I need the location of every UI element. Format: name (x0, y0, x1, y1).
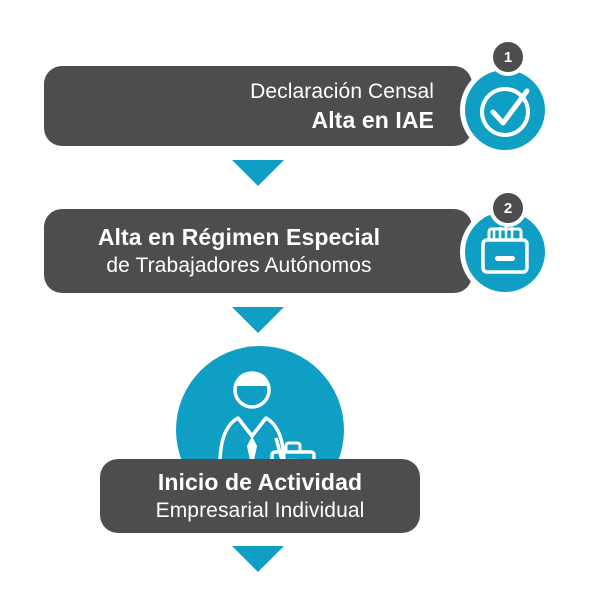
step-1-line-1: Declaración Censal (250, 79, 434, 103)
check-circle-icon (465, 70, 545, 150)
step-2-line-1: Alta en Régimen Especial (97, 223, 381, 250)
arrow-step2-to-step3 (232, 307, 284, 333)
step-1-bar (44, 66, 472, 146)
arrow-step1-to-step2 (232, 160, 284, 186)
step-2-number-badge (489, 189, 527, 227)
step-3-line-2: Empresarial Individual (155, 498, 365, 522)
step-3-bar (100, 459, 420, 533)
step-1-line-2: Alta en IAE (311, 106, 434, 133)
step-3-line-1: Inicio de Actividad (157, 468, 363, 495)
step-2-number: 2 (503, 199, 513, 217)
step-2-line-2: de Trabajadores Autónomos (106, 253, 372, 277)
step-1-icon-circle (460, 65, 550, 155)
step-1-number: 1 (503, 48, 513, 66)
step-2-bar (44, 209, 472, 293)
step-1-number-badge (489, 38, 527, 76)
arrow-step3-outflow (232, 546, 284, 572)
